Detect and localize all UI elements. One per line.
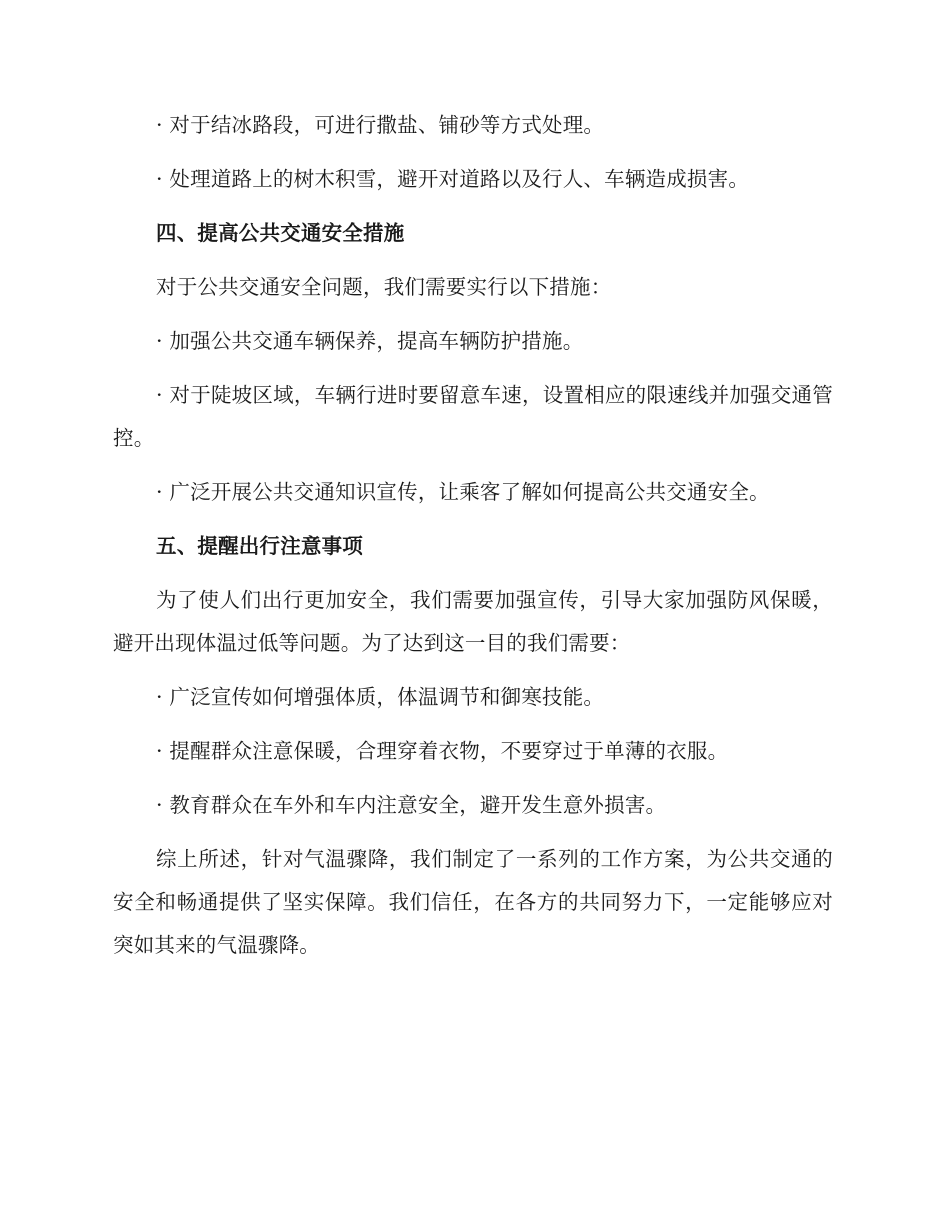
section-heading-4: 四、提高公共交通安全措施 [156,221,405,245]
section-heading-5: 五、提醒出行注意事项 [156,534,363,558]
document-page [113,104,833,967]
section-4-intro: 对于公共交通安全问题，我们需要实行以下措施： [156,275,612,299]
bullet-steep-slopes: · 对于陡坡区域，车辆行进时要留意车速，设置相应的限速线并加强交通管控。 [113,383,833,450]
bullet-safety-education: · 教育群众在车外和车内注意安全，避开发生意外损害。 [156,793,667,817]
bullet-physical-fitness: · 广泛宣传如何增强体质，体温调节和御寒技能。 [156,685,605,709]
bullet-vehicle-maintenance: · 加强公共交通车辆保养，提高车辆防护措施。 [156,329,584,353]
section-5-intro: 为了使人们出行更加安全，我们需要加强宣传，引导大家加强防风保暖，避开出现体温过低等问题。为了达到这一目的我们需要： [113,588,833,655]
bullet-tree-snow: · 处理道路上的树木积雪，避开对道路以及行人、车辆造成损害。 [156,167,750,191]
conclusion-paragraph: 综上所述，针对气温骤降，我们制定了一系列的工作方案，为公共交通的安全和畅通提供了坚实保障。我们信任，在各方的共同努力下，一定能够应对突如其来的气温骤降。 [113,847,833,957]
bullet-icing-roads: · 对于结冰路段，可进行撒盐、铺砂等方式处理。 [156,113,605,137]
bullet-keep-warm: · 提醒群众注意保暖，合理穿着衣物，不要穿过于单薄的衣服。 [156,739,729,763]
bullet-knowledge-promotion: · 广泛开展公共交通知识宣传，让乘客了解如何提高公共交通安全。 [156,480,770,504]
